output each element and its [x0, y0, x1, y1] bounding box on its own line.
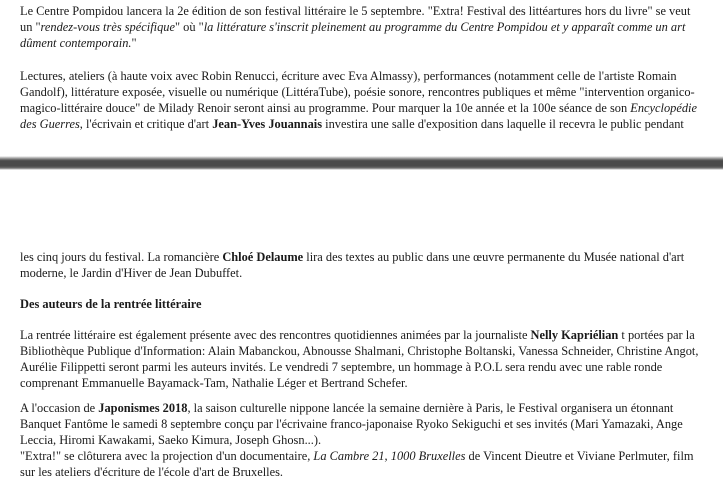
paragraph-line [20, 327, 723, 343]
text-run: investira une salle d'exposition dans laquelle il recevra le public pendant [322, 117, 684, 131]
text-run: un " [20, 20, 41, 34]
paragraph-program [20, 68, 723, 132]
text-run: lira des textes au public dans une œuvre permanente du Musée national d'art [303, 250, 685, 264]
quote-italic: rendez-vous très spécifique [40, 20, 175, 34]
paragraph-line [20, 19, 723, 35]
paragraph-line: Leccia, Hiromi Kawakami, Saeko Kimura, Joseph Ghosn...). [20, 433, 322, 447]
event-name: Japonismes 2018 [98, 401, 188, 415]
text-run: , la saison culturelle nippone lancée la semaine dernière à Paris, le Festival organisera un étonnant [187, 401, 674, 415]
paragraph-festival-days [20, 249, 723, 281]
author-name: Nelly Kapriélian [530, 328, 619, 342]
quote-italic: la littérature s'inscrit pleinement au programme du Centre Pompidou et y apparaît comme un art [203, 20, 686, 34]
paragraph-line [20, 400, 723, 416]
quote-italic: dûment contemporain. [20, 36, 132, 50]
paragraph-line [20, 100, 723, 116]
book-title: Encyclopédie [630, 101, 697, 115]
paragraph-line [20, 249, 723, 265]
text-run: "Extra!" se clôturera avec la projection d'un documentaire, [20, 449, 314, 463]
paragraph-line: Bibliothèque Publique d'Information: Alain Mabanckou, Abnousse Shalmani, Christophe Boltanski, Vanessa Schneider, Christine Angot, [20, 344, 699, 358]
paragraph-line: Gandolf), littérature exposée, visuelle ou numérique (LittéraTube), poésie sonore, rencontres publiques et même "intervention organico- [20, 85, 695, 99]
paragraph-line: Banquet Fantôme le samedi 8 septembre conçu par l'écrivaine franco-japonaise Ryoko Sekiguchi et ses invités (Mari Yamazaki, Ange [20, 417, 683, 431]
paragraph-japonismes [20, 400, 723, 448]
paragraph-intro [20, 3, 723, 51]
paragraph-line: moderne, le Jardin d'Hiver de Jean Dubuffet. [20, 266, 243, 280]
text-run: les cinq jours du festival. La romancière [20, 250, 223, 264]
text-run: " où " [174, 20, 204, 34]
paragraph-line: Aurélie Filippetti seront parmi les auteurs invités. Le vendredi 7 septembre, un hommage à P.O.L sera rendu avec une rable ronde [20, 360, 663, 374]
author-name: Chloé Delaume [222, 250, 304, 264]
paragraph-line: Le Centre Pompidou lancera la 2e édition de son festival littéraire le 5 septembre. "Extra! Festival des littéartures hors du livre" se veut [20, 4, 691, 18]
text-run: , l'écrivain et critique d'art [79, 117, 213, 131]
text-run: de Vincent Dieutre et Viviane Perlmuter, film [465, 449, 694, 463]
paragraph-line: comprenant Emmanuelle Bayamack-Tam, Nathalie Léger et Bertrand Schefer. [20, 376, 408, 390]
text-run: " [131, 36, 137, 50]
text-run: A l'occasion de [20, 401, 99, 415]
paragraph-line: Lectures, ateliers (à haute voix avec Robin Renucci, écriture avec Eva Almassy), performances (notamment celle de l'artiste Romain [20, 69, 677, 83]
page-divider [0, 154, 723, 230]
section-heading: Des auteurs de la rentrée littéraire [20, 297, 202, 311]
paragraph-closing [20, 448, 723, 480]
paragraph-line [20, 448, 723, 464]
paragraph-line: sur les ateliers d'écriture de l'école d'art de Bruxelles. [20, 465, 284, 479]
author-name: Jean-Yves Jouannais [212, 117, 323, 131]
paragraph-line [20, 116, 723, 132]
paragraph-rentree [20, 327, 723, 391]
text-run: magico-littéraire douce" de Milady Renoir seront ainsi au programme. Pour marquer la 10e année et la 100e séance de son [20, 101, 631, 115]
text-run: La rentrée littéraire est également présente avec des rencontres quotidiennes animées par la journaliste [20, 328, 531, 342]
page-divider-gap [0, 170, 723, 230]
film-title: La Cambre 21, 1000 Bruxelles [313, 449, 466, 463]
paragraph-line [20, 35, 723, 51]
text-run: t portées par la [618, 328, 695, 342]
book-title: des Guerres [20, 117, 80, 131]
